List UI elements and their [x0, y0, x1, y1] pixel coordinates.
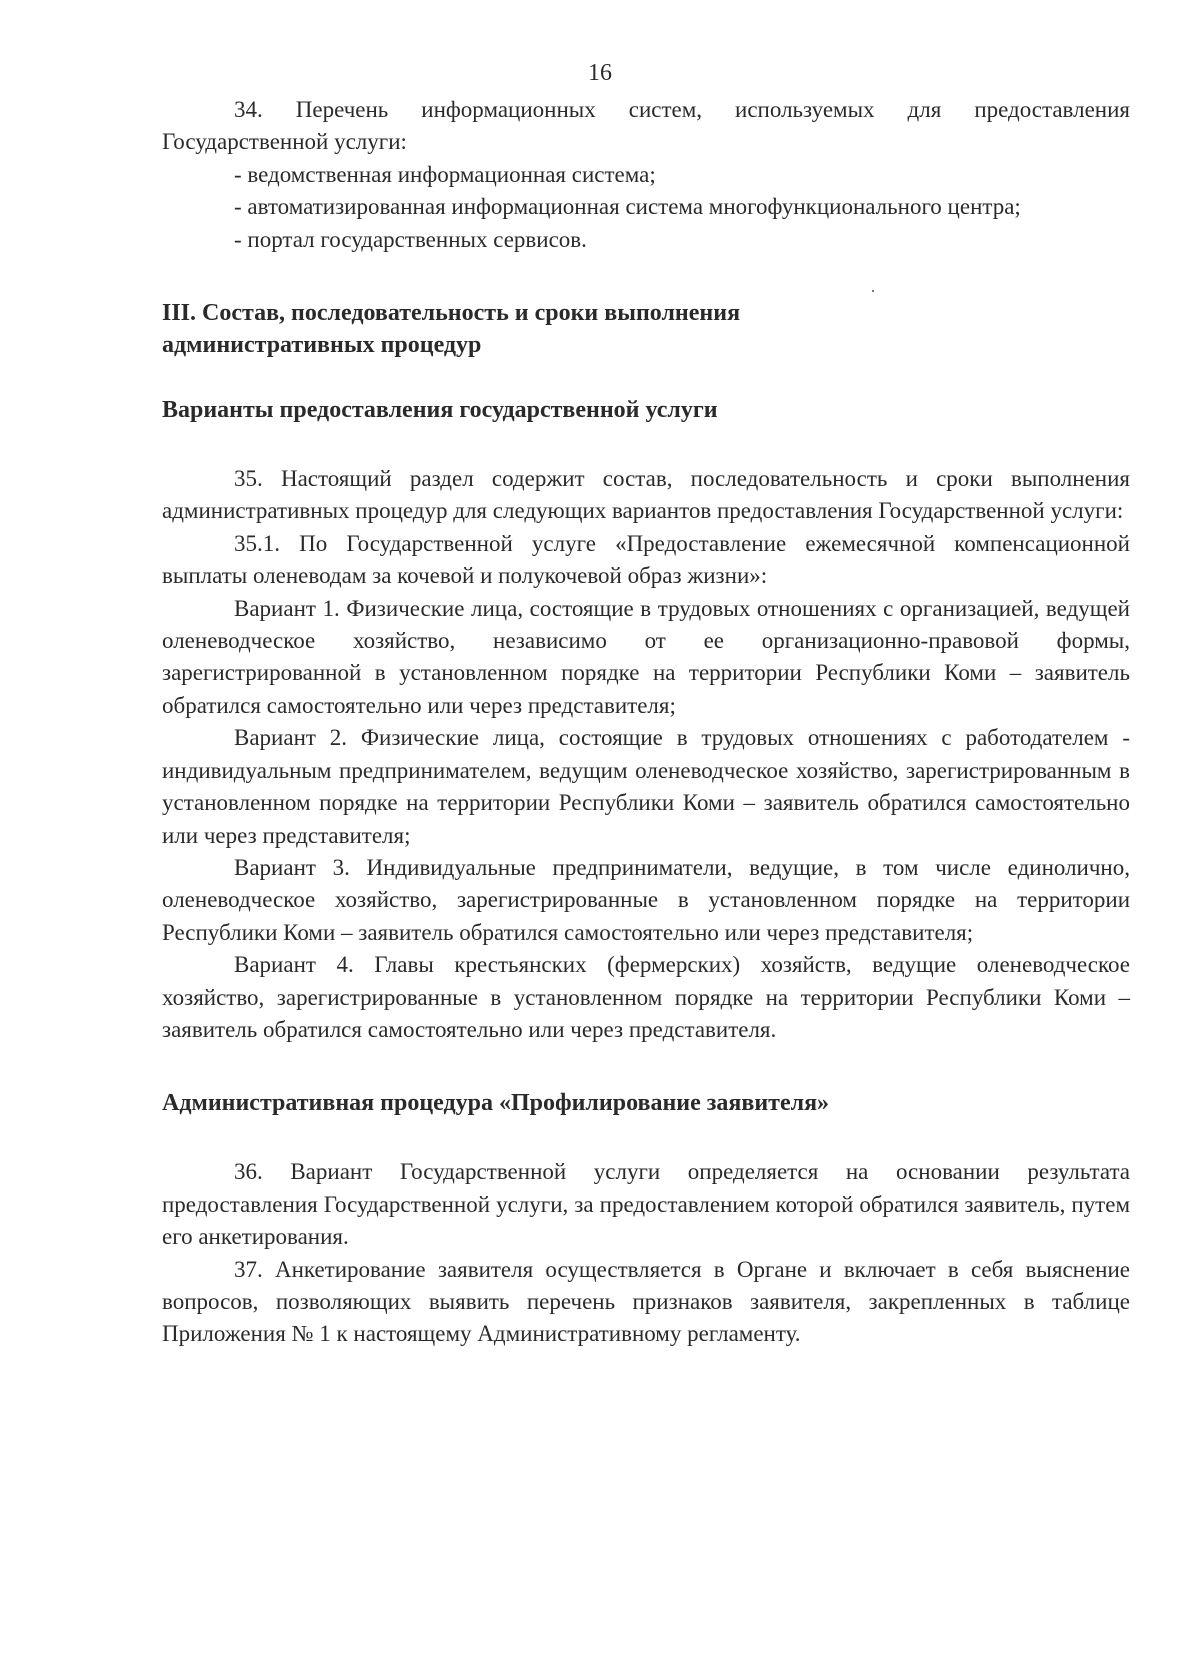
- variant-3: Вариант 3. Индивидуальные предприниматели, ведущие, в том числе единолично, оленеводческое хозяйство, зарегистрированные в установленном порядке на территории Республики Коми – заявитель обратился самостоятельно или через представителя;: [162, 854, 1130, 945]
- spacer: [162, 256, 1130, 297]
- spacer: [162, 426, 1130, 463]
- scan-speck: [872, 290, 874, 292]
- spacer: [162, 1046, 1130, 1087]
- page-content: [162, 94, 1130, 1351]
- variant-2: Вариант 2. Физические лица, состоящие в трудовых отношениях с работодателем - индивидуальным предпринимателем, ведущим оленеводческое хозяйство, зарегистрированным в установленном порядке на территории Республики Коми – заявитель обратился самостоятельно или через представителя;: [162, 725, 1130, 848]
- list-item-system-2: - автоматизированная информационная система многофункционального центра;: [234, 194, 1021, 220]
- paragraph-35-1: 35.1. По Государственной услуге «Предоставление ежемесячной компенсационной выплаты оленеводам за кочевой и полукочевой образ жизни»:: [162, 530, 1130, 589]
- section-title-line-2: административных процедур: [162, 332, 482, 359]
- page-number: 16: [588, 60, 612, 86]
- variant-1: Вариант 1. Физические лица, состоящие в трудовых отношениях с организацией, ведущей оленеводческое хозяйство, независимо от ее организационно-правовой формы, зарегистрированной в установленном порядке на территории Республики Коми – заявитель обратился самостоятельно или через представителя;: [162, 595, 1130, 718]
- paragraph-35-intro: 35. Настоящий раздел содержит состав, последовательность и сроки выполнения административных процедур для следующих вариантов предоставления Государственной услуги:: [162, 466, 1130, 524]
- paragraph-36: 36. Вариант Государственной услуги определяется на основании результата предоставления Государственной услуги, за предоставлением которой обратился заявитель, путем его анкетирования.: [162, 1159, 1130, 1250]
- paragraph-34-intro: 34. Перечень информационных систем, используемых для предоставления Государственной услуги:: [162, 97, 1130, 155]
- variant-4: Вариант 4. Главы крестьянских (фермерских) хозяйств, ведущие оленеводческое хозяйство, зарегистрированные в установленном порядке на территории Республики Коми – заявитель обратился самостоятельно или через представителя.: [162, 952, 1130, 1042]
- paragraph-37: 37. Анкетирование заявителя осуществляется в Органе и включает в себя выяснение вопросов, позволяющих выявить перечень признаков заявителя, закрепленных в таблице Приложения № 1 к настоящему Административному регламенту.: [162, 1256, 1130, 1347]
- list-item-system-3: - портал государственных сервисов.: [234, 226, 587, 252]
- subsection-heading-procedure: Административная процедура «Профилирование заявителя»: [162, 1090, 830, 1117]
- subsection-heading-variants: Варианты предоставления государственной услуги: [162, 397, 718, 424]
- section-title-line-1: III. Состав, последовательность и сроки выполнения: [162, 300, 741, 327]
- spacer: [162, 1119, 1130, 1156]
- spacer: [162, 361, 1130, 394]
- list-item-system-1: - ведомственная информационная система;: [234, 161, 656, 187]
